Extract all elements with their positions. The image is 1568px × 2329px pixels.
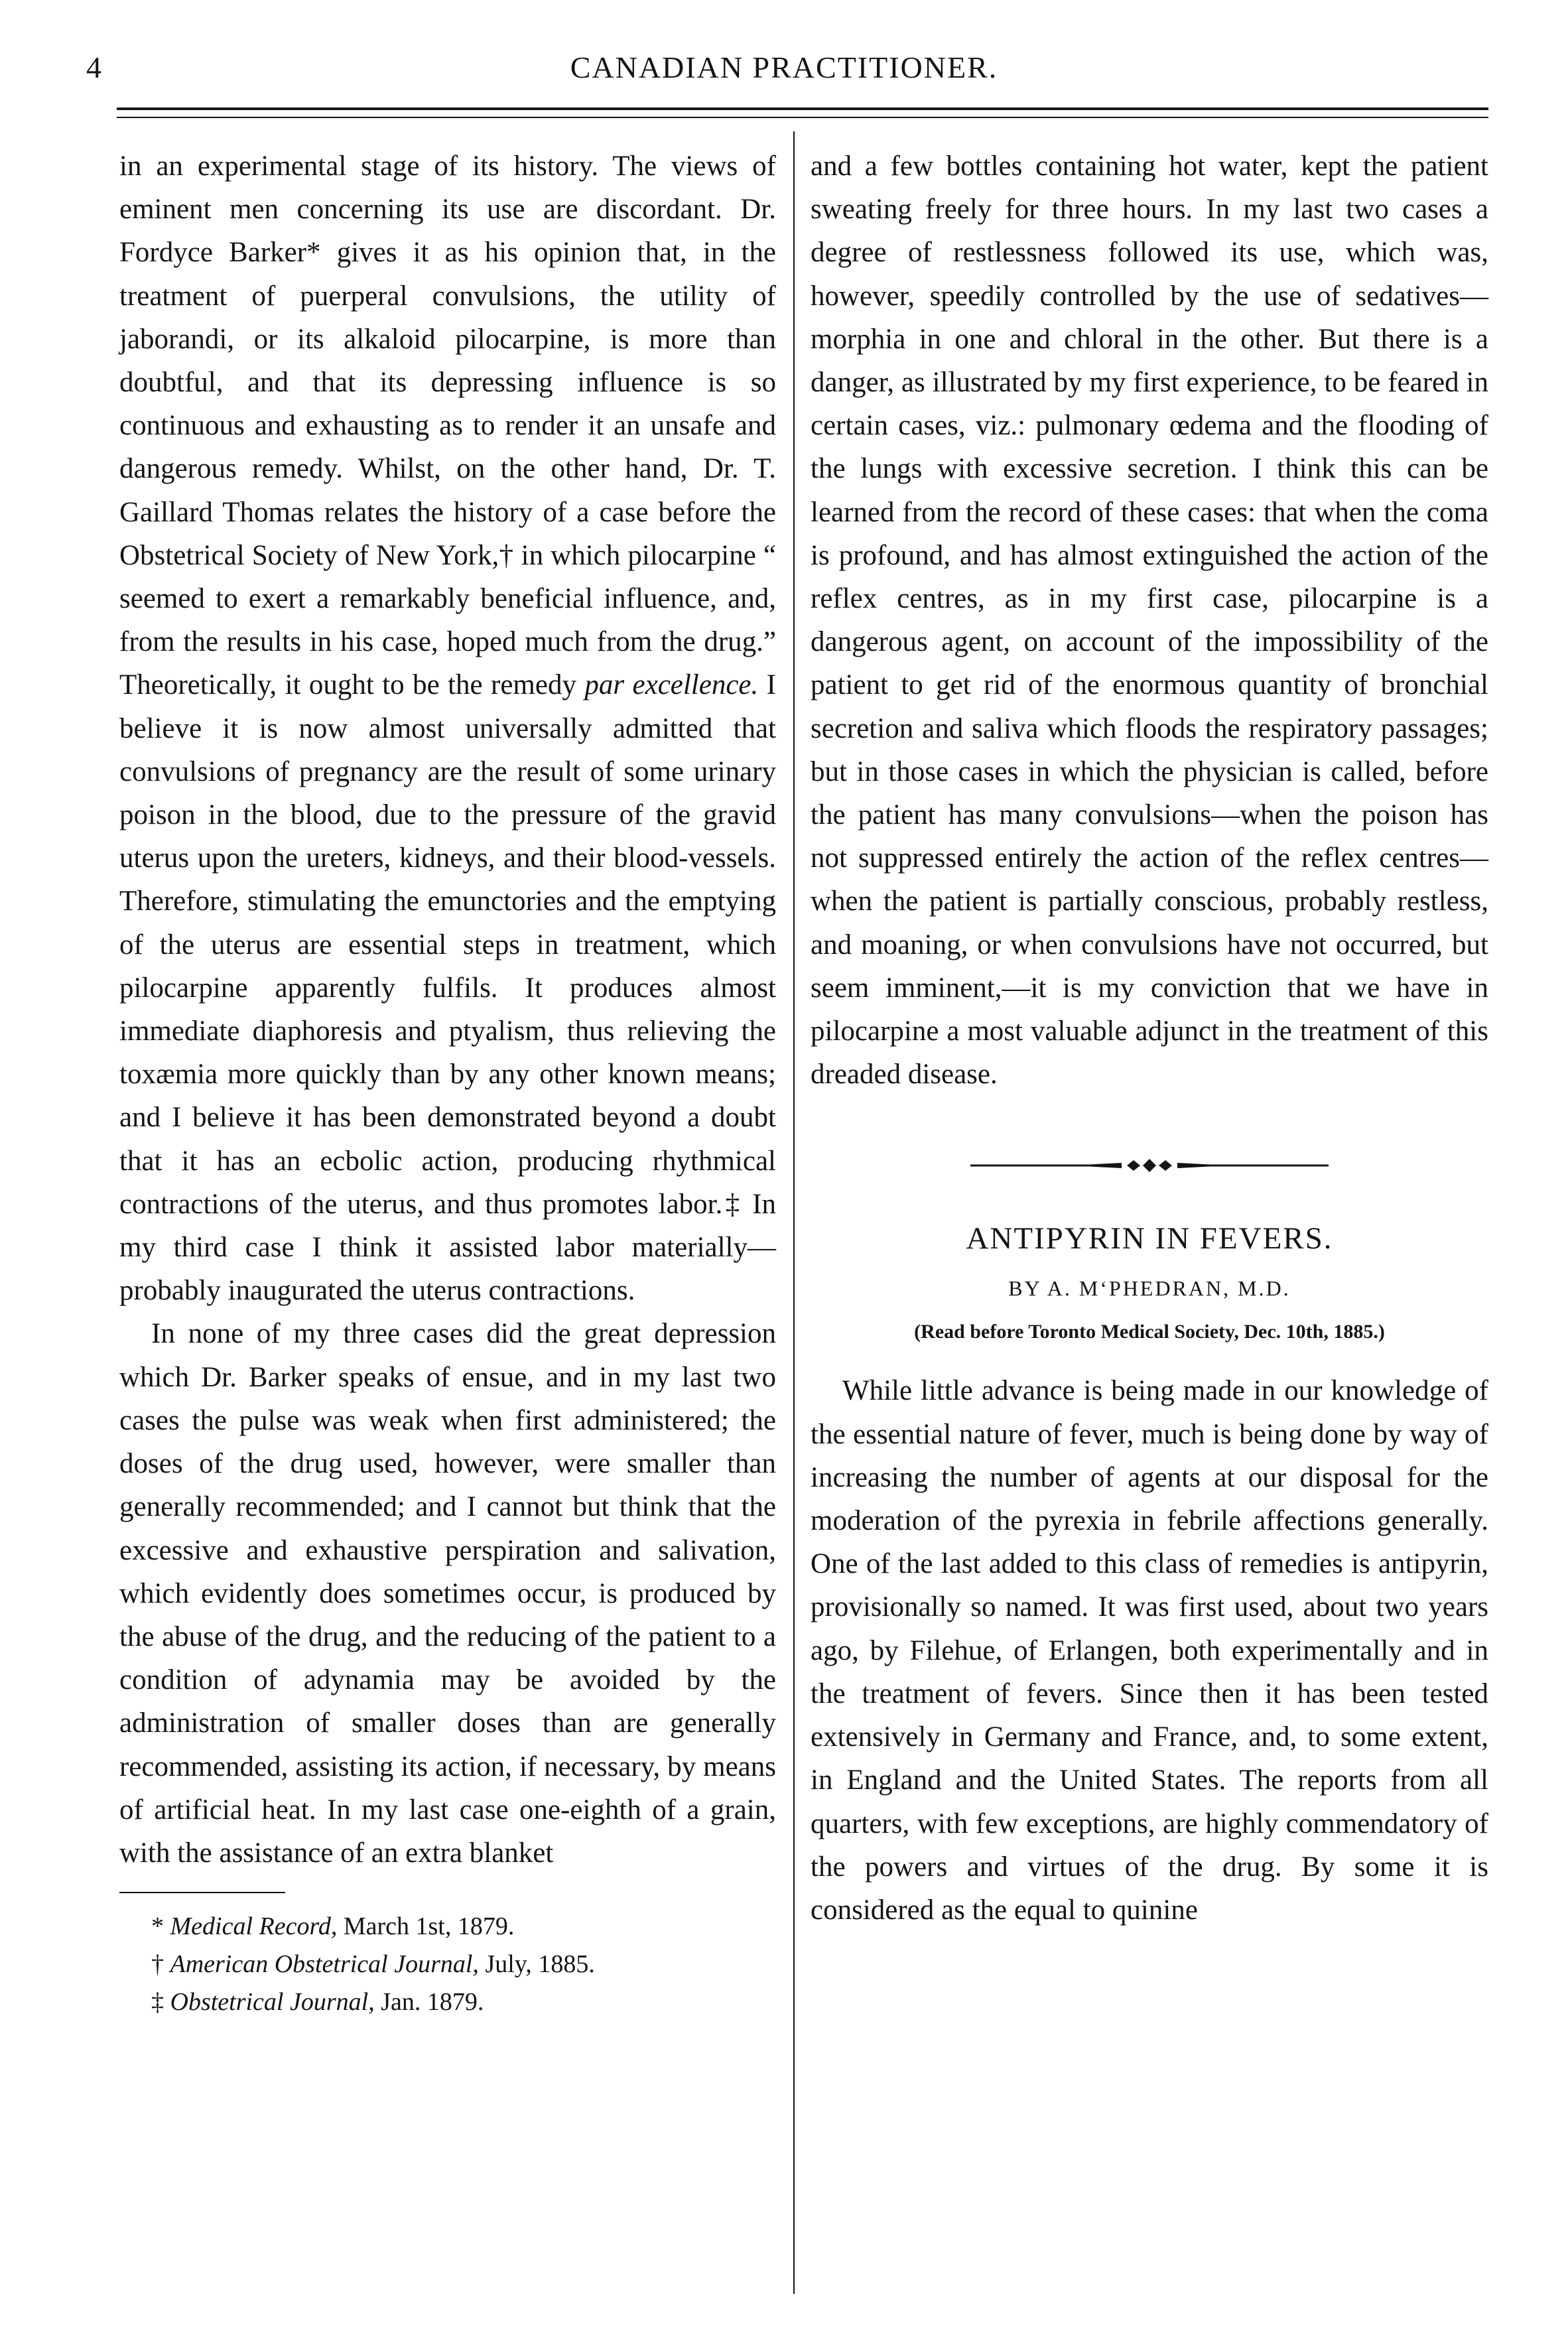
footnote-mark: * [151,1912,170,1941]
article-byline: BY A. M‘PHEDRAN, M.D. [1008,1276,1291,1301]
left-paragraph-1 [119,145,776,1312]
footnote-date: March 1st, 1879. [337,1912,515,1941]
footnotes [119,1908,776,2021]
footnote-date: July, 1885. [478,1950,595,1979]
header-rule-thin [117,117,1488,118]
footnote-mark: † [151,1950,170,1979]
read-note: (Read before Toronto Medical Society, Dec. 10th, 1885.) [914,1321,1385,1343]
ornament-diamond-1 [1127,1160,1140,1171]
ornament-diamond-3 [1159,1160,1172,1171]
footnote-source: Obstetrical Journal, [170,1988,375,2017]
section-ornament [970,1152,1329,1179]
page-number: 4 [86,50,101,84]
footnote-2 [119,1946,776,1983]
ornament-taper-left [1070,1163,1122,1168]
right-paragraph-2: While little advance is being made in our knowledge of the essential nature of fever, much is being done by way of increasing the number of agents at our disposal for the moderation of the pyrexia in febrile affections generally. One of the last added to this class of remedies is antipyrin, provisionally so named. It was first used, about two years ago, by Filehue, of Erlangen, both experimentally and in the treatment of fevers. Since then it has been tested extensively in Germany and France, and, to some extent, in England and the United States. The reports from all quarters, with few exceptions, are highly commendatory of the powers and virtues of the drug. By some it is considered as the equal to quinine [811,1375,1488,1926]
footnote-3 [119,1983,776,2021]
left-paragraph-2: In none of my three cases did the great depression which Dr. Barker speaks of ensue, and in my last two cases the pulse was weak when first administered; the doses of the drug used, however, were smaller than generally recommended; and I cannot but think that the excessive and exhaustive perspiration and salivation, which evidently does sometimes occur, is produced by the abuse of the drug, and the reducing of the patient to a condition of adynamia may be avoided by the administration of smaller doses than are generally recommended, assisting its action, if necessary, by means of artificial heat. In my last case one-eighth of a grain, with the assistance of an extra blanket [119,1318,776,1869]
left-paragraph-1-text: in an experimental stage of its history. The views of eminent men concerning its use are discordant. Dr. Fordyce Barker* gives it as his opinion that, in the treatment of puerperal convulsions, the utility of jaborandi, or its alkaloid pilocarpine, is more than doubtful, and that its depressing influence is so continuous and exhausting as to render it an unsafe and dangerous remedy. Whilst, on the other hand, Dr. T. Gaillard Thomas relates the history of a case before the Obstetrical Society of New York,† in which pilocarpine “ seemed to exert a remarkably beneficial influence, and, from the results in his case, hoped much from the drug.” Theoretically, it ought to be the remedy [119,151,776,701]
footnote-rule [119,1892,285,1893]
footnote-1 [119,1908,776,1946]
left-paragraph-1-rest: I believe it is now almost universally admitted that convulsions of pregnancy are the result of some urinary poison in the blood, due to the pressure of the gravid uterus upon the ureters, kidneys, and their blood-vessels. Therefore, stimulating the emunctories and the emptying of the uterus are essential steps in treatment, which pilocarpine apparently fulfils. It produces almost immediate diaphoresis and ptyalism, thus relieving the toxæmia more quickly than by any other known means; and I believe it has been demonstrated beyond a doubt that it has an ecbolic action, producing rhythmical contractions of the uterus, and thus promotes labor.‡ In my third case I think it assisted labor materially—probably inaugurated the uterus contractions. [119,669,776,1307]
footnote-date: Jan. 1879. [374,1988,484,2017]
right-column [811,145,1488,1932]
header-rule-thick [117,107,1488,110]
footnote-source: American Obstetrical Journal, [170,1950,479,1979]
left-column [119,145,776,2021]
article-title: ANTIPYRIN IN FEVERS. [966,1221,1333,1256]
running-title: CANADIAN PRACTITIONER. [570,50,998,84]
column-divider [793,131,795,2294]
footnote-mark: ‡ [151,1988,170,2017]
footnote-source: Medical Record, [170,1912,338,1941]
right-paragraph-1: and a few bottles containing hot water, kept the patient sweating freely for three hours. In my last two cases a degree of restlessness followed its use, which was, however, speedily controlled by the use of sedatives—morphia in one and chloral in the other. But there is a danger, as illustrated by my first experience, to be feared in certain cases, viz.: pulmonary œdema and the flooding of the lungs with excessive secretion. I think this can be learned from the record of these cases: that when the coma is profound, and has almost extinguished the action of the reflex centres, as in my first case, pilocarpine is a dangerous agent, on account of the impossibility of the patient to get rid of the enormous quantity of bronchial secretion and saliva which floods the respiratory passages; but in those cases in which the physician is called, before the patient has many convulsions—when the poison has not suppressed entirely the action of the reflex centres—when the patient is partially conscious, probably restless, and moaning, or when convulsions have not occurred, but seem imminent,—it is my conviction that we have in pilocarpine a most valuable adjunct in the treatment of this dreaded disease. [811,151,1488,1091]
ornament-diamond-2 [1143,1159,1156,1172]
left-paragraph-1-italic: par excellence. [584,669,759,701]
